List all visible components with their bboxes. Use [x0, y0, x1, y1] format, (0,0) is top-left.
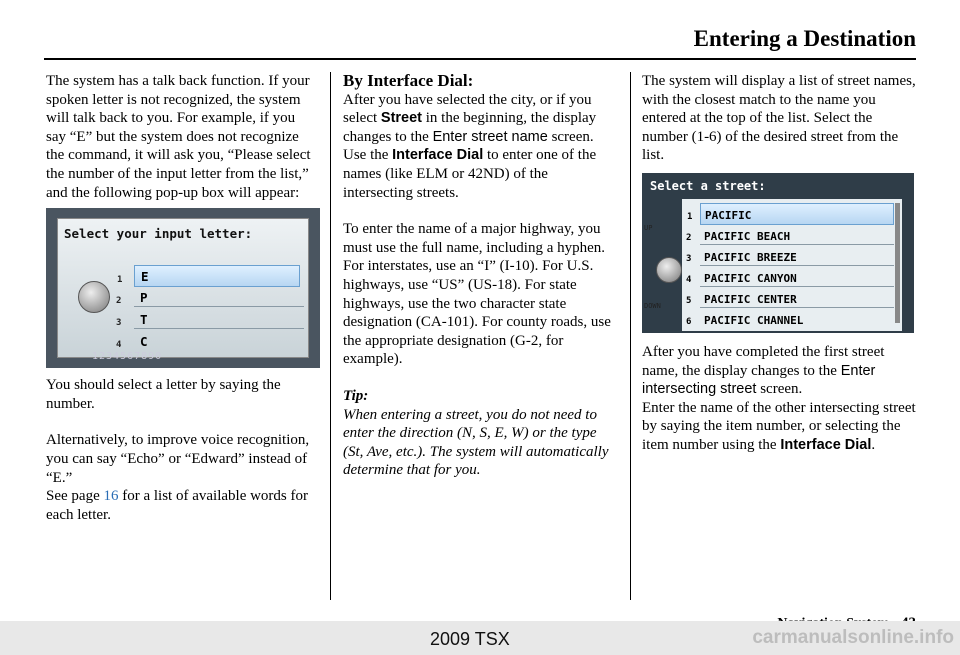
page-header-title: Entering a Destination: [693, 26, 916, 51]
model-label: 2009 TSX: [430, 629, 510, 649]
dial-knob-icon: [78, 281, 110, 313]
select-street-screenshot: [642, 173, 914, 333]
letter-option-4: 4 C: [116, 334, 148, 351]
intersecting-screen-paragraph: After you have completed the first street name, the display changes to the Enter intersecting street screen.: [642, 343, 885, 398]
enter-other-street-paragraph: Enter the name of the other intersecting street by saying the item number, or selecting the item number using the Interface Dial.: [642, 399, 916, 453]
select-letter-paragraph: You should select a letter by saying the number.: [46, 377, 281, 412]
letter-option-1: 1 E: [134, 265, 300, 287]
column-1: [46, 72, 318, 524]
interface-dial-paragraph: After you have selected the city, or if you select Street in the beginning, the display changes to the Enter street name screen. Use the Interface Dial to enter one of the names (like ELM or 42ND) of the intersecting streets.: [343, 91, 597, 201]
header-rule: [44, 58, 916, 60]
popup-title: Select your input letter:: [64, 226, 253, 242]
page-16-link[interactable]: 16: [103, 488, 119, 505]
letter-option-2: 2 P: [134, 287, 304, 307]
dial-knob-icon: [656, 257, 682, 283]
site-watermark: carmanualsonline.info: [752, 627, 954, 648]
keypad-digits: 1234567890: [92, 350, 163, 362]
scrollbar: [895, 203, 900, 323]
talk-back-paragraph: The system has a talk back function. If your spoken letter is not recognized, the system will talk back to you. For example, if you say “E” but the system does not recognize the command, it will ask you, “Please select the number of the input letter from the list,” and the following pop-up box will appear:: [46, 73, 311, 201]
select-letter-screenshot: [46, 208, 320, 368]
tip-heading: Tip:: [343, 387, 369, 404]
popup-box: [57, 218, 309, 358]
highway-paragraph: To enter the name of a major highway, you must use the full name, including a hyphen. For interstates, use an “I” (I-10). For U.S. highways, use “US” (US-18). For state highways, use the two character state designation (CA-101). For county roads, use the appropriate designation (G-2, for example).: [343, 221, 611, 368]
column-2: [343, 72, 617, 480]
street-option-4: 4 PACIFIC CANYON: [700, 267, 894, 287]
letter-option-3: 3 T: [134, 309, 304, 329]
street-list-paragraph: The system will display a list of street names, with the closest match to the name you entered at the top of the list. Select the number (1-6) of the desired street from the list.: [642, 73, 916, 164]
alternative-paragraph: Alternatively, to improve voice recognition, you can say “Echo” or “Edward” instead of “E.”: [46, 432, 310, 486]
street-option-3: 3 PACIFIC BREEZE: [700, 246, 894, 266]
column-divider-1: [330, 72, 331, 600]
street-option-2: 2 PACIFIC BEACH: [700, 225, 894, 245]
down-label: DOWN: [644, 301, 661, 310]
street-list: [682, 199, 902, 331]
watermark-bar: [0, 621, 960, 655]
street-list-title: Select a street:: [650, 178, 766, 193]
tip-body: When entering a street, you do not need to enter the direction (N, S, E, W) or the type (St, Ave, etc.). The system will automatically determine that for you.: [343, 406, 609, 479]
column-3: [642, 72, 917, 455]
see-page-paragraph: See page 16 for a list of available words for each letter.: [46, 488, 309, 523]
up-label: UP: [644, 223, 653, 232]
street-option-5: 5 PACIFIC CENTER: [700, 288, 894, 308]
street-option-1: 1 PACIFIC: [700, 203, 894, 225]
street-option-6: 6 PACIFIC CHANNEL: [686, 313, 804, 327]
interface-dial-heading: By Interface Dial:: [343, 71, 474, 90]
column-divider-2: [630, 72, 631, 600]
